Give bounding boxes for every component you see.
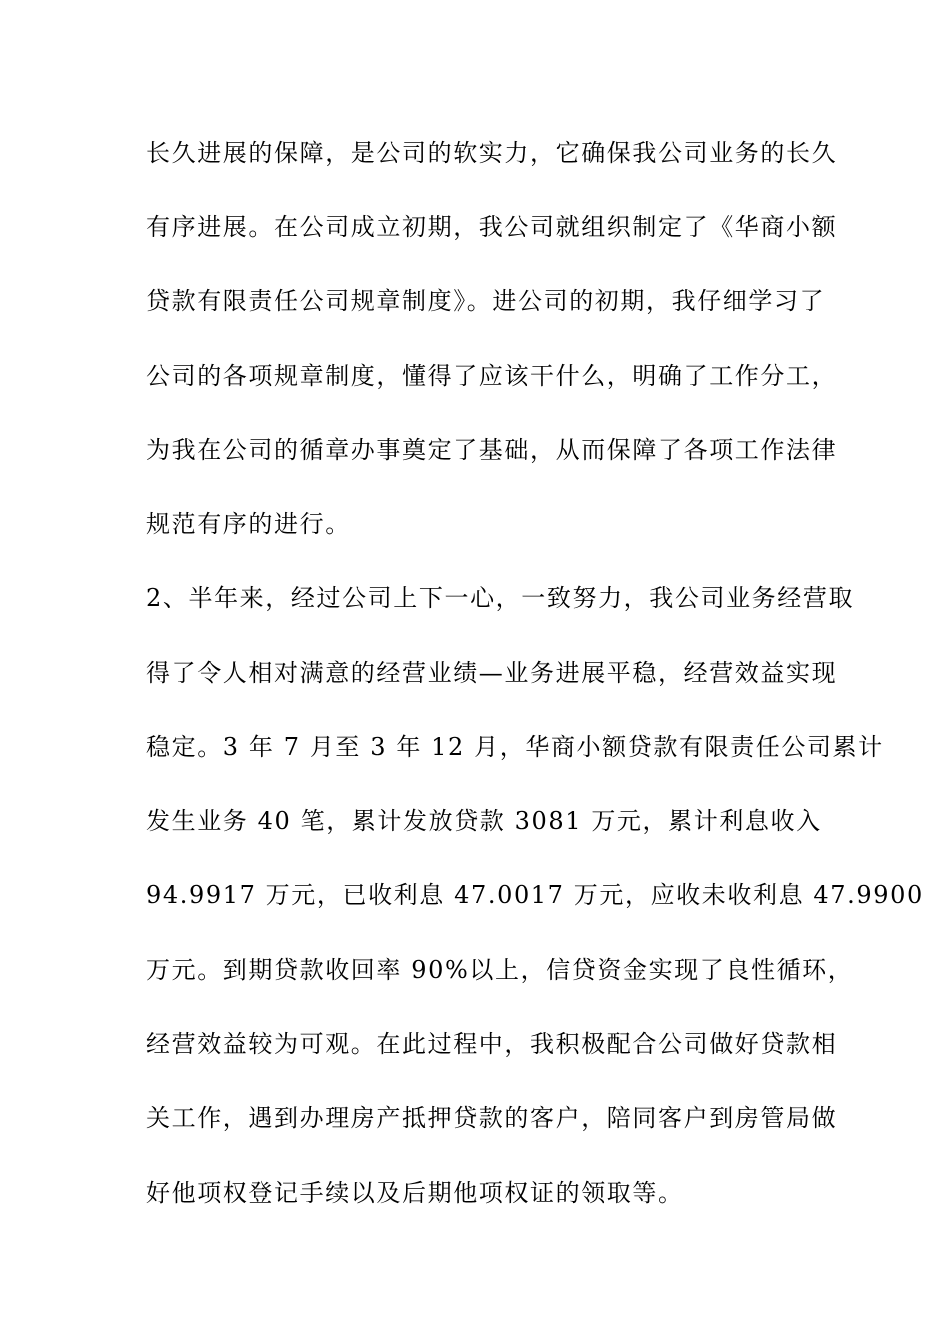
text-line-7: 2、半年来，经过公司上下一心，一致努力，我公司业务经营取 <box>146 584 855 612</box>
text-line-4: 公司的各项规章制度，懂得了应该干什么，明确了工作分工， <box>146 362 838 390</box>
text-line-10: 发生业务 40 笔，累计发放贷款 3081 万元，累计利息收入 <box>146 807 822 835</box>
text-line-8: 得了令人相对满意的经营业绩—业务进展平稳，经营效益实现 <box>146 659 838 687</box>
text-line-15: 好他项权登记手续以及后期他项权证的领取等。 <box>146 1179 684 1207</box>
text-line-3: 贷款有限责任公司规章制度》。进公司的初期，我仔细学习了 <box>146 287 826 315</box>
text-line-11: 94.9917 万元，已收利息 47.0017 万元，应收未收利息 47.9900 <box>146 881 924 909</box>
text-line-14: 关工作，遇到办理房产抵押贷款的客户，陪同客户到房管局做 <box>146 1104 838 1132</box>
text-line-13: 经营效益较为可观。在此过程中，我积极配合公司做好贷款相 <box>146 1030 838 1058</box>
text-line-5: 为我在公司的循章办事奠定了基础，从而保障了各项工作法律 <box>146 436 838 464</box>
text-line-12: 万元。到期贷款收回率 90%以上，信贷资金实现了良性循环， <box>146 956 854 984</box>
text-line-9: 稳定。3 年 7 月至 3 年 12 月，华商小额贷款有限责任公司累计 <box>146 733 884 761</box>
text-line-6: 规范有序的进行。 <box>146 510 351 538</box>
text-line-2: 有序进展。在公司成立初期，我公司就组织制定了《华商小额 <box>146 213 838 241</box>
text-line-1: 长久进展的保障，是公司的软实力，它确保我公司业务的长久 <box>146 139 838 167</box>
